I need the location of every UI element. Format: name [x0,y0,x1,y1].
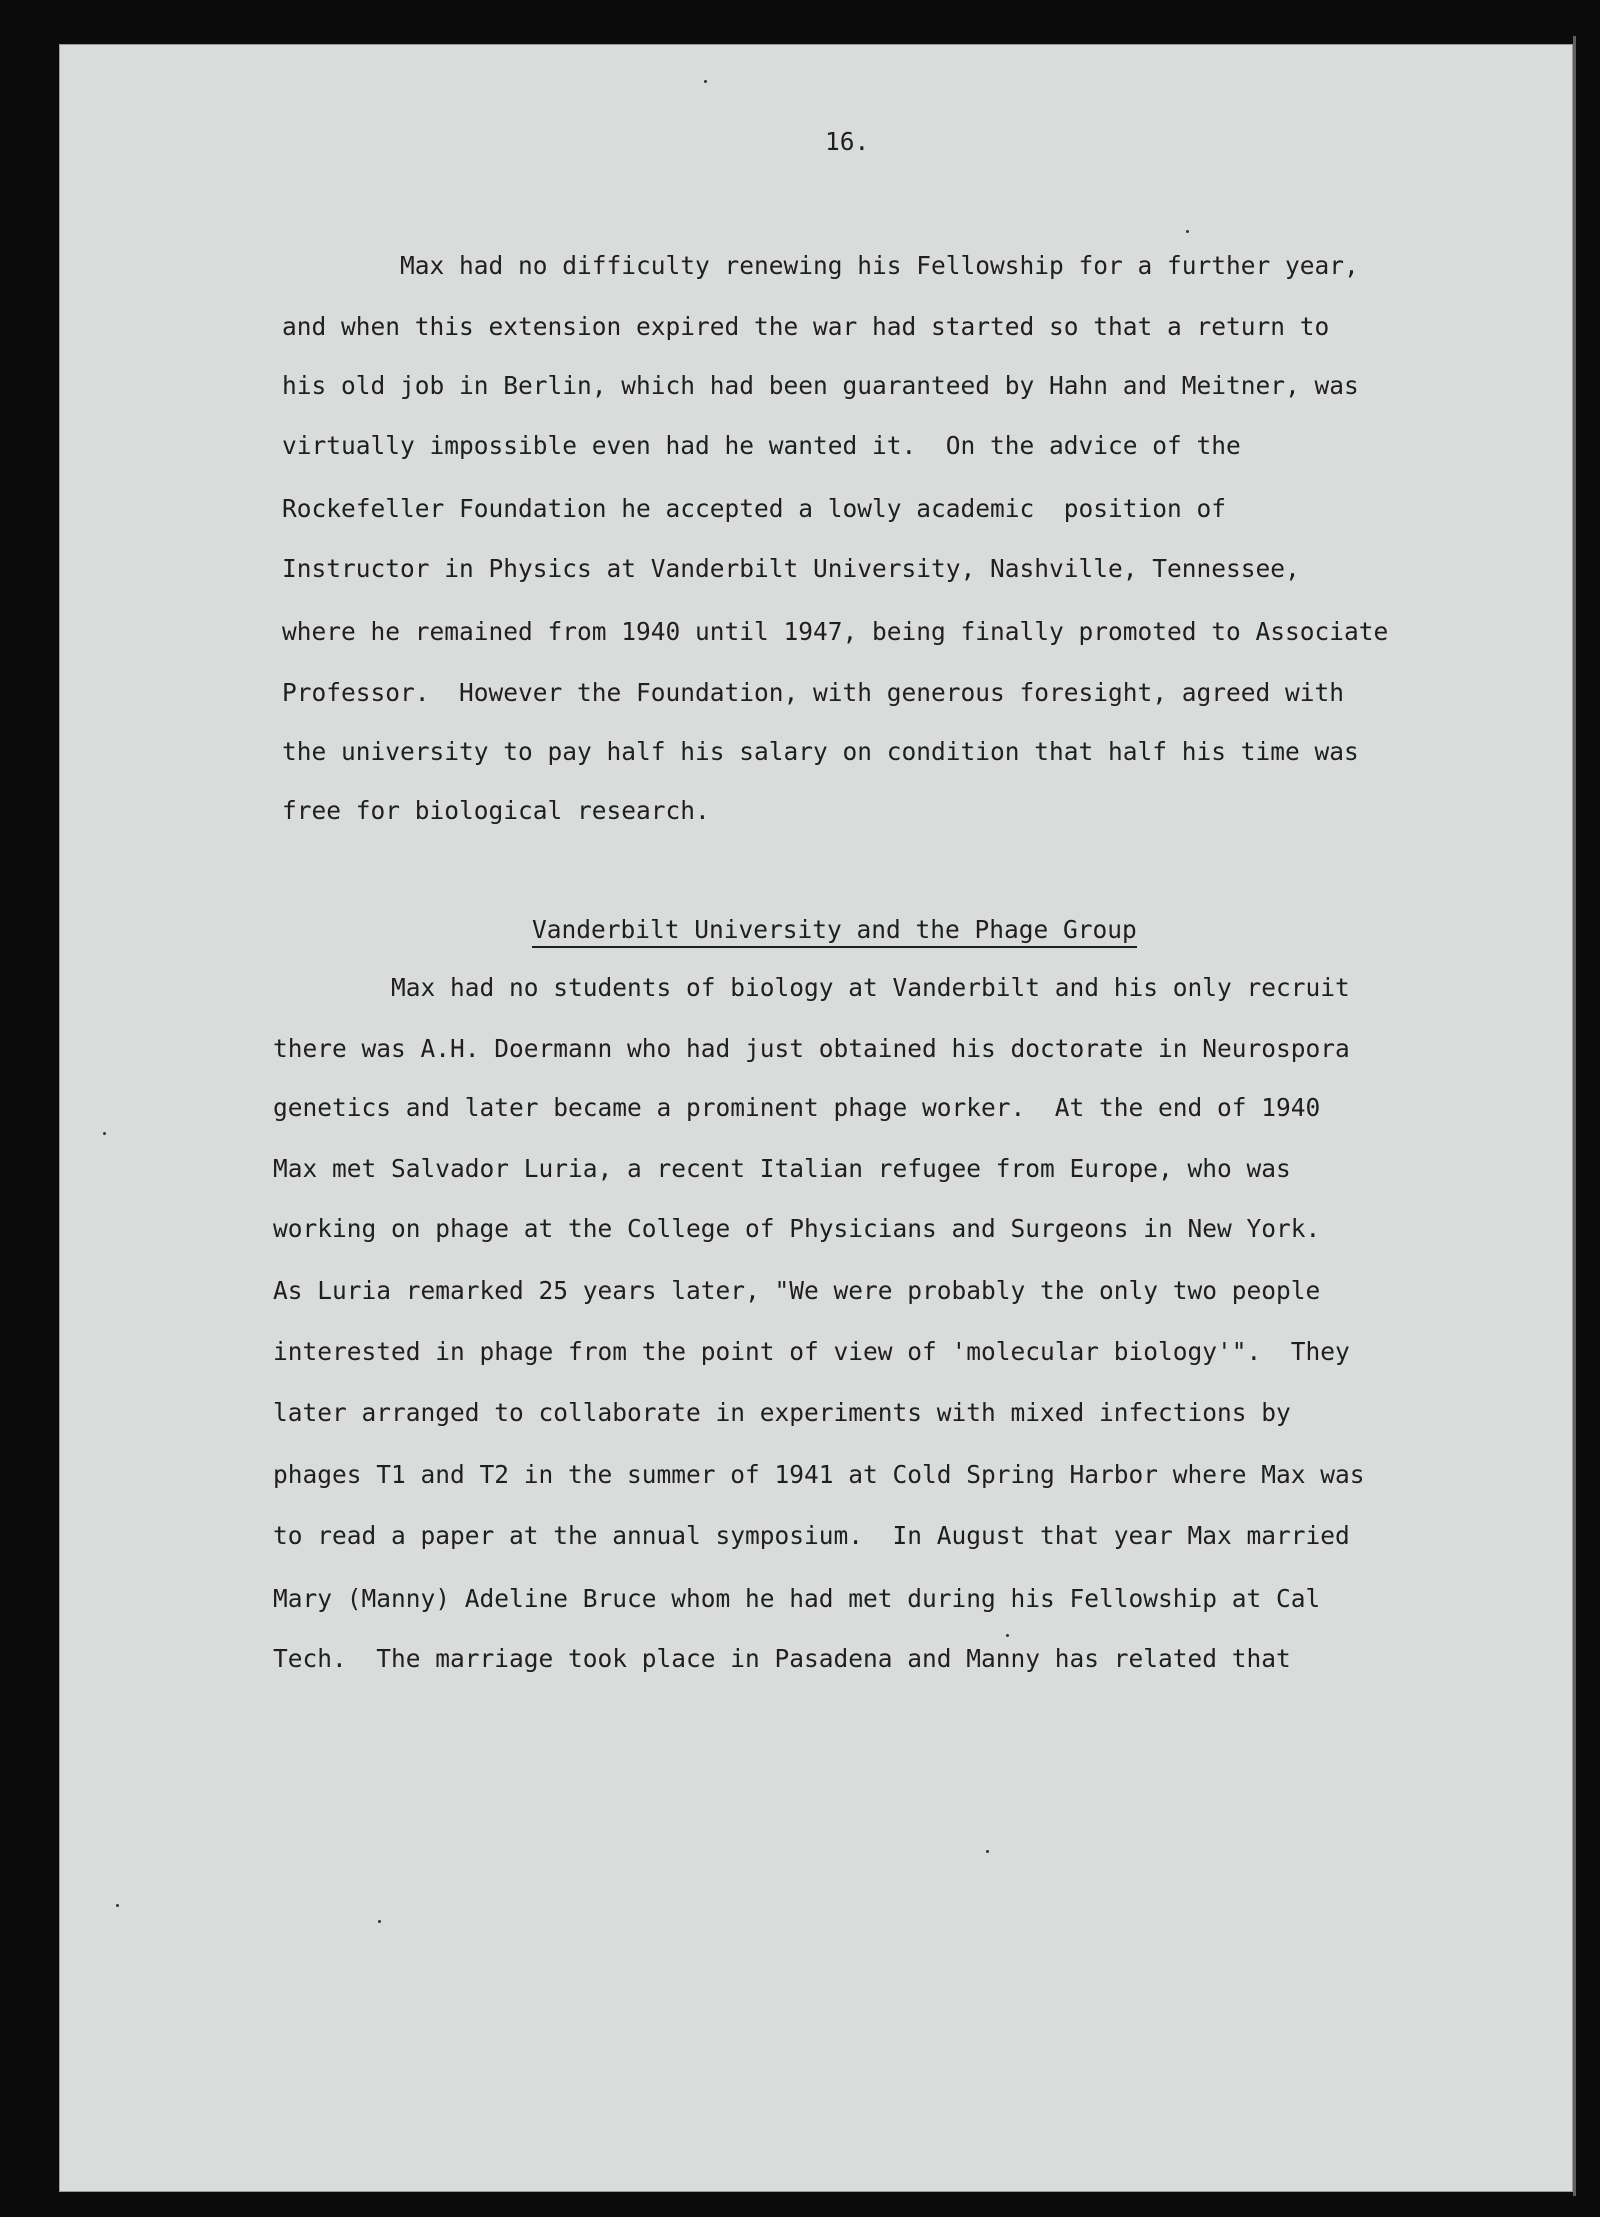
text-line: the university to pay half his salary on condition that half his time was [282,737,1359,766]
text-line: Max had no students of biology at Vanderbilt and his only recruit [273,973,1350,1002]
paper-speck [1006,1634,1009,1637]
paper-speck [1186,230,1189,233]
text-line: genetics and later became a prominent phage worker. At the end of 1940 [273,1093,1321,1122]
text-line: Mary (Manny) Adeline Bruce whom he had met during his Fellowship at Cal [273,1584,1321,1613]
text-line: his old job in Berlin, which had been guaranteed by Hahn and Meitner, was [282,371,1359,400]
text-line: where he remained from 1940 until 1947, being finally promoted to Associate [282,617,1389,646]
paper-speck [116,1904,119,1907]
paper-speck [704,80,707,83]
text-line: to read a paper at the annual symposium. In August that year Max married [273,1521,1350,1550]
text-line: Max had no difficulty renewing his Fellowship for a further year, [282,251,1359,280]
text-line: later arranged to collaborate in experiments with mixed infections by [273,1398,1291,1427]
page-number: 16. [825,127,870,156]
text-line: Max met Salvador Luria, a recent Italian refugee from Europe, who was [273,1154,1291,1183]
text-line: free for biological research. [282,796,710,825]
section-heading: Vanderbilt University and the Phage Group [532,918,1137,948]
page-edge-shadow [1573,36,1576,2196]
text-line: working on phage at the College of Physicians and Surgeons in New York. [273,1214,1321,1243]
text-line: interested in phage from the point of view of 'molecular biology'". They [273,1337,1350,1366]
text-line: Professor. However the Foundation, with generous foresight, agreed with [282,678,1345,707]
text-line: virtually impossible even had he wanted it. On the advice of the [282,431,1241,460]
text-line: As Luria remarked 25 years later, "We were probably the only two people [273,1276,1321,1305]
text-line: Rockefeller Foundation he accepted a lowly academic position of [282,494,1227,523]
paper-speck [378,1920,381,1923]
text-line: phages T1 and T2 in the summer of 1941 at Cold Spring Harbor where Max was [273,1460,1365,1489]
paper-speck [986,1850,989,1853]
text-line: there was A.H. Doermann who had just obtained his doctorate in Neurospora [273,1034,1350,1063]
text-line: Tech. The marriage took place in Pasadena and Manny has related that [273,1644,1291,1673]
paper-speck [103,1132,106,1135]
text-line: Instructor in Physics at Vanderbilt University, Nashville, Tennessee, [282,554,1300,583]
text-line: and when this extension expired the war had started so that a return to [282,312,1330,341]
